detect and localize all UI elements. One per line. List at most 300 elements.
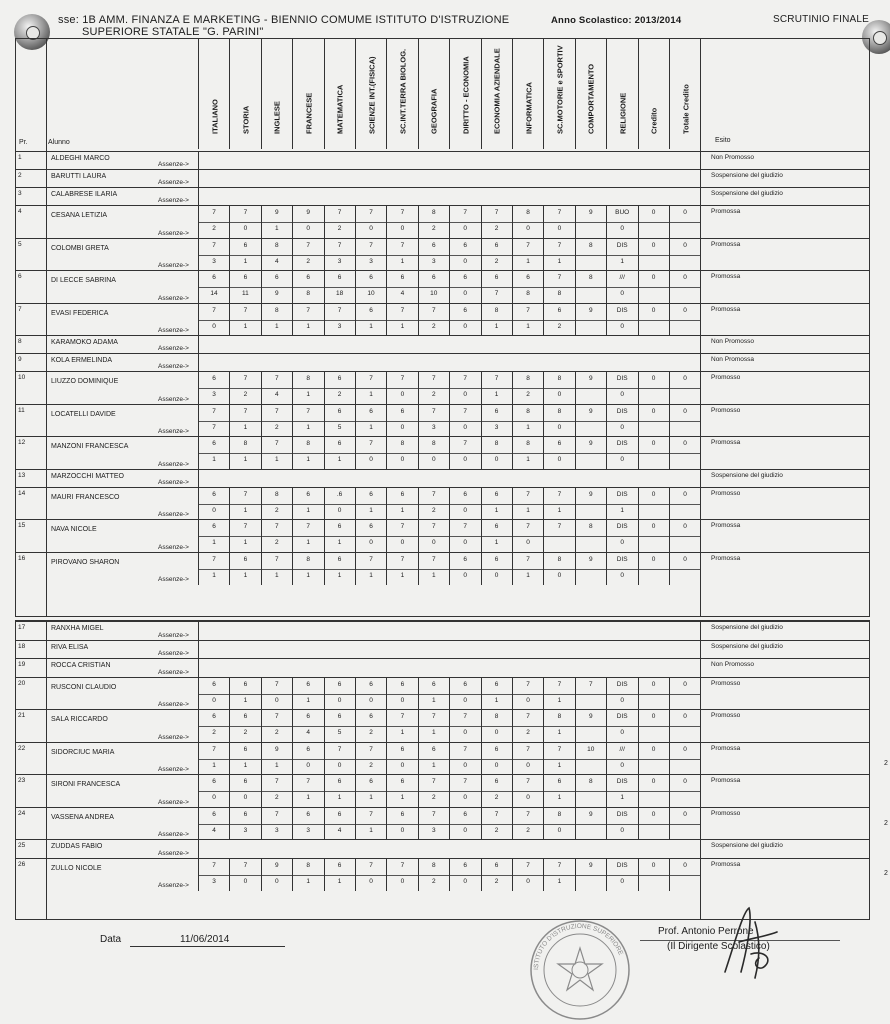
cell-divider <box>418 304 419 337</box>
grade-cell: 8 <box>400 440 405 447</box>
cell-divider <box>543 405 544 438</box>
cell-divider <box>324 808 325 841</box>
cell-divider <box>229 808 230 841</box>
student-name: COLOMBI GRETA <box>51 244 109 252</box>
grade-cell: 6 <box>494 680 499 688</box>
grade-cell: 7 <box>274 713 279 720</box>
cell-divider <box>324 372 325 405</box>
cell-divider <box>355 405 356 438</box>
cell-divider <box>669 372 670 405</box>
cell-divider <box>324 206 325 239</box>
absence-cell: 2 <box>212 225 216 232</box>
grade-cell: 7 <box>337 241 342 249</box>
grade-cell: 7 <box>557 241 562 249</box>
grade-cell: 7 <box>463 745 467 753</box>
grade-cell: 6 <box>400 778 405 785</box>
absence-cell: 2 <box>494 257 499 265</box>
grade-cell: 8 <box>557 810 562 818</box>
subject-column-header <box>575 39 607 149</box>
student-number: 26 <box>18 860 26 868</box>
cell-divider <box>575 520 576 553</box>
grade-cell: 7 <box>526 523 530 530</box>
absence-cell: 0 <box>557 391 562 398</box>
absence-cell: 2 <box>306 257 310 265</box>
cell-divider <box>229 743 230 776</box>
document-type: SCRUTINIO FINALE <box>773 14 869 25</box>
cell-divider <box>575 437 576 470</box>
absence-cell: 0 <box>337 761 342 769</box>
absence-cell: 0 <box>369 456 373 463</box>
cell-divider <box>481 488 482 521</box>
grade-cell: 0 <box>651 523 656 530</box>
grade-cell: 0 <box>651 209 656 216</box>
grade-cell: 7 <box>369 375 373 382</box>
grade-cell: 7 <box>557 523 562 530</box>
school-seal-icon <box>528 918 632 1022</box>
grade-cell: 0 <box>683 440 687 447</box>
student-number: 22 <box>18 744 26 752</box>
date-label: Data <box>100 934 122 945</box>
absence-cell: 0 <box>620 391 624 398</box>
cell-divider <box>418 743 419 776</box>
cell-divider <box>449 437 450 470</box>
grade-cell: 7 <box>369 745 373 753</box>
cell-divider <box>229 405 230 438</box>
grade-cell: 9 <box>588 713 593 720</box>
student-outcome: Non Promosso <box>711 338 754 345</box>
absence-cell: 1 <box>526 257 530 265</box>
cell-divider <box>543 678 544 711</box>
grade-cell: 8 <box>431 861 436 869</box>
cell-divider <box>481 743 482 776</box>
cell-divider <box>198 808 199 841</box>
absence-cell: 3 <box>431 257 436 265</box>
cell-divider <box>638 743 639 776</box>
absence-cell: 0 <box>400 391 405 398</box>
absence-cell: 3 <box>337 257 342 265</box>
student-outcome: Sospensione del giudizio <box>711 471 783 479</box>
grade-cell: 6 <box>337 440 342 447</box>
student-column-header: Alunno <box>48 139 70 146</box>
cell-divider <box>418 859 419 892</box>
cell-divider <box>198 775 199 808</box>
grade-cell: DIS <box>616 861 628 869</box>
grade-cell: 7 <box>274 778 279 785</box>
cell-divider <box>669 710 670 743</box>
grade-cell: 7 <box>557 861 562 869</box>
absence-cell: 5 <box>337 729 342 736</box>
cell-divider <box>229 372 230 405</box>
signatory-name: Prof. Antonio Perrone <box>658 926 754 937</box>
absence-cell: 1 <box>337 571 342 579</box>
grade-cell: DIS <box>616 440 628 447</box>
grade-cell: 8 <box>243 440 248 447</box>
grade-cell: 8 <box>494 713 499 720</box>
cell-divider <box>512 743 513 776</box>
grade-cell: 7 <box>274 810 279 818</box>
cell-divider <box>638 206 639 239</box>
grade-cell: 6 <box>337 713 342 720</box>
student-number: 24 <box>18 809 26 817</box>
absence-cell: 2 <box>337 391 342 398</box>
cell-divider <box>386 304 387 337</box>
cell-divider <box>512 808 513 841</box>
absence-cell: 1 <box>306 423 310 431</box>
grade-cell: 6 <box>243 555 248 563</box>
cell-divider <box>606 437 607 470</box>
cell-divider <box>669 488 670 521</box>
cell-divider <box>575 859 576 892</box>
absence-cell: 1 <box>306 539 310 546</box>
cell-divider <box>386 553 387 586</box>
grade-cell: 0 <box>651 375 656 382</box>
grade-cell: 9 <box>274 209 279 216</box>
absence-cell: 3 <box>212 391 216 398</box>
absence-cell: 0 <box>400 539 405 546</box>
grade-cell: 8 <box>588 778 593 785</box>
absence-cell: 0 <box>494 729 499 736</box>
student-row <box>16 238 869 272</box>
grade-cell: 0 <box>683 778 687 785</box>
cell-divider <box>198 437 199 470</box>
cell-divider <box>418 553 419 586</box>
grade-cell: 7 <box>431 778 436 785</box>
cell-divider <box>292 488 293 521</box>
absences-label: Assenze-> <box>158 327 189 334</box>
grade-cell: 8 <box>306 375 310 382</box>
signatory-role: (Il Dirigente Scolastico) <box>667 941 770 952</box>
cell-divider <box>449 743 450 776</box>
cell-divider <box>575 553 576 586</box>
cell-divider <box>261 520 262 553</box>
cell-divider <box>386 437 387 470</box>
cell-divider <box>198 372 199 405</box>
student-name: MANZONI FRANCESCA <box>51 443 129 450</box>
grade-cell: 6 <box>306 713 310 720</box>
grade-cell: 7 <box>431 523 436 530</box>
cell-divider <box>669 520 670 553</box>
grade-cell: 6 <box>400 680 405 688</box>
cell-divider <box>669 775 670 808</box>
cell-divider <box>449 405 450 438</box>
cell-divider <box>418 372 419 405</box>
cell-divider <box>386 488 387 521</box>
grade-cell: 6 <box>212 490 216 498</box>
absence-cell: 1 <box>369 794 373 801</box>
grade-cell: 6 <box>212 375 216 382</box>
absence-cell: 0 <box>369 539 373 546</box>
grade-cell: 6 <box>494 778 499 785</box>
cell-divider <box>418 405 419 438</box>
seal-text: ISTITUTO D'ISTRUZIONE SUPERIORE <box>532 922 625 971</box>
absence-cell: 0 <box>557 456 562 463</box>
cell-divider <box>324 239 325 272</box>
grade-cell: 6 <box>369 407 373 415</box>
cell-divider <box>606 271 607 304</box>
grade-cell: 6 <box>306 490 310 498</box>
absence-cell: 0 <box>620 571 624 579</box>
grade-cell: 9 <box>588 375 593 382</box>
student-number: 1 <box>18 154 22 161</box>
absence-cell: 5 <box>337 423 342 431</box>
absence-cell: 18 <box>335 290 344 297</box>
subject-label: MATEMATICA <box>335 84 345 134</box>
cell-divider <box>198 188 199 206</box>
cell-divider <box>198 304 199 337</box>
absences-label: Assenze-> <box>158 428 189 435</box>
grade-cell: 8 <box>494 306 499 314</box>
grade-cell: 6 <box>400 810 405 818</box>
absence-cell: 0 <box>463 761 467 769</box>
subject-label: SCIENZE INT.(FISICA) <box>367 56 377 134</box>
absences-label: Assenze-> <box>158 766 189 773</box>
cell-divider <box>606 488 607 521</box>
absence-cell: 1 <box>243 696 248 704</box>
grade-cell: 6 <box>463 680 467 688</box>
cell-divider <box>512 553 513 586</box>
student-row <box>16 151 869 170</box>
absence-cell: 0 <box>212 322 216 330</box>
svg-text:ISTITUTO D'ISTRUZIONE SUPERIOR <box>533 923 624 970</box>
cell-divider <box>355 206 356 239</box>
cell-divider <box>481 437 482 470</box>
student-number: 5 <box>18 240 22 248</box>
absence-cell: 8 <box>557 290 562 297</box>
absence-cell: 2 <box>431 225 436 232</box>
cell-divider <box>575 678 576 711</box>
grade-cell: 6 <box>337 407 342 415</box>
cell-divider <box>324 678 325 711</box>
absence-cell: 1 <box>620 506 624 514</box>
grade-cell: 8 <box>526 375 530 382</box>
grade-cell: 8 <box>557 407 562 415</box>
absence-cell: 7 <box>212 423 216 431</box>
student-name: RIVA ELISA <box>51 643 89 651</box>
absences-label: Assenze-> <box>158 161 189 168</box>
cell-divider <box>449 775 450 808</box>
grade-cell: 7 <box>494 375 499 382</box>
student-row <box>16 858 869 892</box>
student-outcome: Promossa <box>711 439 741 446</box>
cell-divider <box>198 659 199 678</box>
cell-divider <box>229 775 230 808</box>
absence-cell: 2 <box>274 506 279 514</box>
cell-divider <box>198 405 199 438</box>
subject-column-header <box>355 39 387 149</box>
grade-cell: 9 <box>588 306 593 314</box>
absences-label: Assenze-> <box>158 197 189 204</box>
cell-divider <box>575 775 576 808</box>
cell-divider <box>512 405 513 438</box>
cell-divider <box>575 405 576 438</box>
absence-cell: 0 <box>369 696 373 704</box>
grade-cell: 0 <box>683 555 687 563</box>
cell-divider <box>669 553 670 586</box>
grade-cell: 8 <box>306 861 310 869</box>
absence-cell: 0 <box>400 696 405 704</box>
cell-divider <box>324 271 325 304</box>
cell-divider <box>292 775 293 808</box>
cell-divider <box>292 678 293 711</box>
cell-divider <box>575 808 576 841</box>
cell-divider <box>669 808 670 841</box>
grade-cell: 7 <box>526 810 530 818</box>
subject-column-header <box>261 39 293 149</box>
grade-cell: 0 <box>651 407 656 415</box>
grade-cell: 0 <box>683 523 687 530</box>
student-number: 2 <box>18 172 22 179</box>
student-outcome: Promosso <box>711 374 741 381</box>
grade-cell: 6 <box>243 274 248 281</box>
student-outcome: Promossa <box>711 777 741 784</box>
student-number: 8 <box>18 338 22 345</box>
subject-label: INGLESE <box>272 101 282 134</box>
absence-cell: 2 <box>494 826 499 834</box>
cell-divider <box>229 710 230 743</box>
cell-divider <box>261 775 262 808</box>
absence-cell: 0 <box>400 877 405 885</box>
cell-divider <box>355 553 356 586</box>
absence-cell: 1 <box>400 571 405 579</box>
cell-divider <box>606 405 607 438</box>
grade-cell: 9 <box>588 209 593 216</box>
class-title-line1: sse: 1B AMM. FINANZA E MARKETING - BIENNIO COMUME ISTITUTO D'ISTRUZIONE <box>58 14 510 26</box>
absence-cell: 0 <box>463 506 467 514</box>
grade-cell: 6 <box>369 713 373 720</box>
student-name: MAURI FRANCESCO <box>51 493 120 501</box>
grade-cell: 7 <box>557 745 562 753</box>
absence-cell: 1 <box>431 761 436 769</box>
grade-cell: 6 <box>212 778 216 785</box>
absences-label: Assenze-> <box>158 798 189 806</box>
cell-divider <box>543 372 544 405</box>
grade-cell: DIS <box>616 407 628 415</box>
cell-divider <box>324 304 325 337</box>
student-name: RUSCONI CLAUDIO <box>51 683 117 691</box>
cell-divider <box>512 206 513 239</box>
grade-cell: 9 <box>274 745 279 753</box>
cell-divider <box>229 437 230 470</box>
cell-divider <box>512 437 513 470</box>
absence-cell: 4 <box>274 391 279 398</box>
absence-cell: 0 <box>463 696 467 704</box>
cell-divider <box>292 271 293 304</box>
grade-cell: .6 <box>336 490 343 498</box>
student-number: 6 <box>18 273 22 280</box>
absence-cell: 1 <box>369 826 373 834</box>
grade-cell: 6 <box>494 745 499 753</box>
student-name: DI LECCE SABRINA <box>51 277 116 284</box>
cell-divider <box>575 206 576 239</box>
grade-cell: 7 <box>494 810 499 818</box>
grade-cell: 7 <box>463 209 467 216</box>
grade-cell: 8 <box>494 440 499 447</box>
cell-divider <box>198 520 199 553</box>
absence-cell: 1 <box>557 729 562 736</box>
student-outcome: Promosso <box>711 489 741 497</box>
student-name: SIDORCIUC MARIA <box>51 748 115 756</box>
grade-cell: 7 <box>243 375 248 382</box>
cell-divider <box>229 859 230 892</box>
student-outcome: Promossa <box>711 273 741 280</box>
grade-cell: 6 <box>400 745 405 753</box>
student-outcome: Sospensione del giudizio <box>711 624 783 631</box>
absence-cell: 3 <box>431 826 436 834</box>
absence-cell: 2 <box>243 391 248 398</box>
absence-cell: 1 <box>557 877 562 885</box>
cell-divider <box>481 678 482 711</box>
grade-cell: 7 <box>463 407 467 415</box>
student-number: 4 <box>18 208 22 215</box>
student-row <box>16 552 869 586</box>
cell-divider <box>324 710 325 743</box>
subject-label: Totale Credito <box>681 84 691 134</box>
absence-cell: 2 <box>557 322 562 330</box>
cell-divider <box>418 488 419 521</box>
grade-cell: 7 <box>212 241 216 249</box>
student-row <box>16 774 869 808</box>
absence-cell: 0 <box>243 794 248 801</box>
cell-divider <box>355 678 356 711</box>
grade-cell: 7 <box>526 490 530 498</box>
absence-cell: 0 <box>400 225 405 232</box>
grade-cell: 9 <box>588 810 593 818</box>
cell-divider <box>292 239 293 272</box>
student-row <box>16 519 869 553</box>
student-row <box>16 709 869 743</box>
cell-divider <box>386 808 387 841</box>
absence-cell: 0 <box>306 761 310 769</box>
absence-cell: 1 <box>494 322 499 330</box>
absence-cell: 0 <box>463 571 467 579</box>
cell-divider <box>638 808 639 841</box>
grade-cell: 7 <box>400 375 405 382</box>
grade-cell: 7 <box>212 745 216 753</box>
cell-divider <box>355 437 356 470</box>
absence-cell: 1 <box>243 456 248 463</box>
student-number: 10 <box>18 374 26 381</box>
grade-cell: 0 <box>683 713 687 720</box>
cell-divider <box>638 239 639 272</box>
cell-divider <box>261 710 262 743</box>
absence-cell: 1 <box>526 506 530 514</box>
cell-divider <box>449 372 450 405</box>
absence-cell: 2 <box>337 225 342 232</box>
student-number: 17 <box>18 624 26 631</box>
absence-cell: 0 <box>494 571 499 579</box>
cell-divider <box>292 405 293 438</box>
grade-cell: 6 <box>494 241 499 249</box>
cell-divider <box>229 520 230 553</box>
grade-cell: 0 <box>651 745 656 753</box>
absence-cell: 4 <box>212 826 216 834</box>
student-name: SALA RICCARDO <box>51 716 108 723</box>
grade-cell: 8 <box>588 241 593 249</box>
subject-label: INFORMATICA <box>524 82 534 134</box>
cell-divider <box>638 553 639 586</box>
cell-divider <box>481 271 482 304</box>
cell-divider <box>198 470 199 488</box>
grade-cell: 7 <box>306 241 310 249</box>
absence-cell: 1 <box>369 322 373 330</box>
grade-cell: DIS <box>616 523 628 530</box>
cell-divider <box>669 206 670 239</box>
cell-divider <box>386 405 387 438</box>
student-name: ALDEGHI MARCO <box>51 155 110 162</box>
cell-divider <box>198 840 199 859</box>
grade-cell: 7 <box>306 523 310 530</box>
cell-divider <box>512 520 513 553</box>
